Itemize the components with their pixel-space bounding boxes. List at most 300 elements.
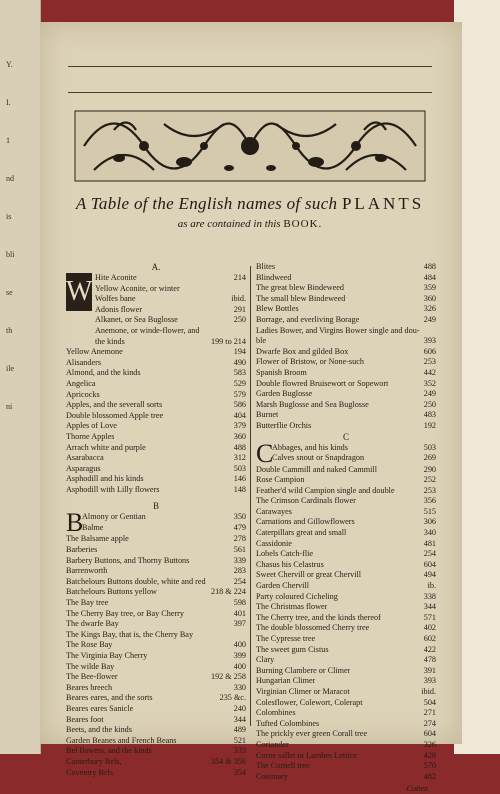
index-entry — [66, 474, 246, 485]
entry-label: Burning Clambere or Climer — [256, 665, 351, 675]
entry-page: 199 to 214 — [210, 336, 246, 346]
entry-label: Virginian Climer or Maracot — [256, 686, 350, 696]
index-entry — [66, 347, 246, 358]
index-entry — [66, 609, 246, 620]
page-title — [50, 194, 450, 214]
index-entry — [256, 357, 436, 368]
entry-page: 326 — [423, 739, 436, 749]
entry-page: 401 — [233, 608, 246, 618]
index-entry — [256, 421, 436, 432]
index-entry — [66, 587, 246, 598]
entry-page: 354 & 356 — [210, 756, 246, 766]
index-entry — [272, 443, 436, 454]
entry-page — [433, 326, 436, 337]
entry-page: 278 — [233, 534, 246, 544]
margin-fragment: bli — [6, 250, 15, 259]
entry-label: The sweet gum Cistus — [256, 644, 329, 654]
entry-page: 360 — [423, 293, 436, 303]
entry-label: The dwarfe Bay — [66, 619, 119, 629]
index-entry — [66, 640, 246, 651]
entry-label: Asarabacca — [66, 453, 104, 463]
entry-page: 570 — [423, 761, 436, 771]
entry-label: Thorne Apples — [66, 431, 115, 441]
index-entry — [66, 715, 246, 726]
entry-label: Double Cammill and naked Cammill — [256, 464, 377, 474]
entry-page: ibid. — [421, 686, 436, 696]
index-entry — [66, 693, 246, 704]
decorative-headpiece — [74, 110, 426, 182]
right-column — [256, 262, 436, 793]
entry-page: 218 & 224 — [210, 587, 246, 597]
index-entry — [256, 496, 436, 507]
entry-label: The small blew Bindeweed — [256, 293, 346, 303]
entry-label: Feather'd wild Campion single and double — [256, 485, 395, 495]
entry-label: Double blossomed Apple tree — [66, 410, 164, 420]
index-entry — [256, 676, 436, 687]
entry-label: Blites — [256, 262, 276, 271]
margin-fragment: ile — [6, 364, 14, 373]
left-column — [66, 262, 246, 778]
entry-label: Hite Aconite — [95, 273, 137, 282]
entry-page: 249 — [423, 389, 436, 399]
entry-page: 356 — [423, 496, 436, 506]
entry-page: 571 — [423, 612, 436, 622]
entry-label: The Virginia Bay Cherry — [66, 651, 148, 660]
index-entry — [256, 389, 436, 400]
entry-page: 254 — [233, 576, 246, 586]
entry-page: 393 — [423, 676, 436, 686]
entry-label: The Cornell tree — [256, 761, 310, 771]
entry-page: 359 — [423, 283, 436, 293]
entry-label: Beares breech — [66, 682, 113, 692]
index-entry — [66, 736, 246, 747]
column-divider — [250, 266, 251, 726]
entry-page: 604 — [423, 559, 436, 569]
entry-page: 192 — [423, 420, 436, 430]
entry-page: 488 — [233, 442, 246, 452]
entry-page: 503 — [233, 463, 246, 473]
index-entry — [256, 528, 436, 539]
entry-page: 504 — [423, 697, 436, 707]
entry-page: 404 — [233, 410, 246, 420]
entry-label: The Rose Bay — [66, 640, 113, 650]
index-entry — [256, 549, 436, 560]
title-caps: PLANTS — [341, 194, 425, 213]
index-entry — [256, 294, 436, 305]
entry-label: Coriander — [256, 739, 289, 749]
entry-label: Asparagus — [66, 463, 101, 473]
entry-label: Barrenworth — [66, 566, 108, 576]
entry-label: Abbages, and his kinds — [272, 442, 348, 452]
index-entry — [66, 683, 246, 694]
index-entry — [256, 666, 436, 677]
index-entry — [66, 432, 246, 443]
entry-page: 399 — [233, 651, 246, 660]
entry-label: Rose Campion — [256, 475, 305, 485]
entry-label: Apricocks — [66, 389, 100, 399]
index-entry — [256, 475, 436, 486]
index-entry — [256, 336, 436, 347]
entry-page — [243, 284, 246, 295]
subtitle-text: as are contained in this — [177, 218, 281, 230]
entry-label: Tufted Colombines — [256, 718, 320, 728]
index-entry — [66, 545, 246, 556]
margin-fragment: Y. — [6, 60, 13, 69]
index-entry — [256, 687, 436, 698]
entry-page: 422 — [423, 644, 436, 654]
entry-page: 360 — [233, 431, 246, 441]
entry-label: Party coloured Cicheling — [256, 591, 338, 601]
entry-label: Chasus his Celastrus — [256, 559, 324, 569]
entry-page: 146 — [233, 474, 246, 484]
entry-label: Beares foot — [66, 714, 104, 724]
entry-label: Costmary — [256, 771, 288, 781]
index-entry — [256, 613, 436, 624]
entry-page: 148 — [233, 484, 246, 494]
entry-label: Sweet Chervill or great Chervill — [256, 570, 362, 580]
index-entry — [66, 757, 246, 768]
rows-b — [66, 534, 246, 778]
index-entry — [95, 273, 246, 284]
index-entry — [66, 651, 246, 662]
index-entry — [95, 326, 246, 337]
entry-page: 235 &c. — [219, 693, 246, 703]
index-entry — [256, 507, 436, 518]
index-entry — [256, 347, 436, 358]
entry-label: Borrage, and everliving Borage — [256, 314, 360, 324]
entry-page: 521 — [233, 735, 246, 745]
entry-page: 397 — [233, 619, 246, 629]
entry-page: 352 — [423, 378, 436, 388]
entry-label: Lobels Catch-flie — [256, 549, 314, 559]
margin-fragment: is — [6, 212, 12, 221]
entry-page: 598 — [233, 598, 246, 608]
entry-page: 428 — [423, 750, 436, 760]
entry-label: The Bee-flower — [66, 672, 118, 682]
index-entry — [256, 772, 436, 783]
index-entry — [95, 284, 246, 295]
entry-label: Yellow Anemone — [66, 347, 123, 357]
entry-page — [243, 326, 246, 337]
index-entry — [66, 630, 246, 641]
index-entry — [256, 570, 436, 581]
entry-label: Arrach white and purple — [66, 442, 146, 452]
entry-label: Colesflower, Colewort, Colerapt — [256, 697, 363, 707]
subtitle-caps: BOOK. — [283, 218, 323, 230]
margin-fragment: nd — [6, 174, 14, 183]
index-entry — [256, 486, 436, 497]
entry-label: The Christmas flower — [256, 602, 328, 612]
index-entry — [256, 645, 436, 656]
margin-fragment: I. — [6, 98, 11, 107]
entry-label: Alisanders — [66, 357, 102, 367]
entry-page: 604 — [423, 729, 436, 739]
entry-page: 312 — [233, 453, 246, 463]
index-entry — [256, 698, 436, 709]
entry-label: Double flowred Bruisewort or Sopewort — [256, 378, 389, 388]
entry-page: 254 — [423, 549, 436, 559]
index-entry — [256, 581, 436, 592]
entry-page: 400 — [233, 640, 246, 650]
index-entry — [256, 465, 436, 476]
entry-page: 269 — [423, 453, 436, 463]
entry-label: Adonis flower — [95, 304, 143, 314]
entry-label: Blew Bottles — [256, 304, 299, 314]
entry-label: Apples of Love — [66, 421, 117, 431]
initial-block-c — [256, 438, 436, 468]
index-entry — [66, 577, 246, 588]
initial-block-a — [66, 273, 246, 347]
entry-page: 402 — [423, 623, 436, 633]
entry-page: 579 — [233, 389, 246, 399]
entry-label: Balme — [82, 523, 104, 533]
index-entry — [256, 410, 436, 421]
entry-label: Bel flowers, and the kinds — [66, 746, 152, 756]
entry-page: 561 — [233, 545, 246, 555]
index-entry — [272, 453, 436, 464]
entry-label: Garden Beanes and French Beans — [66, 735, 177, 745]
entry-page: 602 — [423, 634, 436, 643]
entry-page: 250 — [423, 399, 436, 409]
index-entry — [256, 761, 436, 772]
index-entry — [256, 729, 436, 740]
entry-label: Canterbury Bels, — [66, 756, 122, 766]
index-entry — [66, 464, 246, 475]
entry-label: Butterflie Orchis — [256, 420, 312, 430]
entry-label: The Cypresse tree — [256, 634, 316, 643]
entry-label: Beets, and the kinds — [66, 725, 132, 735]
index-entry — [256, 379, 436, 390]
decorated-initial: W — [66, 273, 92, 311]
index-entry — [256, 602, 436, 613]
index-entry — [66, 672, 246, 683]
entry-page: 192 & 258 — [210, 672, 246, 682]
entry-label: The double blossomed Cherry tree — [256, 623, 370, 633]
index-entry — [66, 390, 246, 401]
index-entry — [66, 566, 246, 577]
margin-fragment: ni — [6, 402, 13, 411]
index-entry — [256, 539, 436, 550]
entry-page: 400 — [233, 661, 246, 671]
entry-label: Garden Chervill — [256, 581, 309, 591]
entry-label: The Cherry tree, and the kinds thereof — [256, 612, 381, 622]
index-entry — [256, 368, 436, 379]
entry-label: Burnet — [256, 410, 279, 420]
initial-rows — [95, 273, 246, 347]
entry-label: Almony or Gentian — [82, 512, 146, 522]
entry-label: The Bay tree — [66, 598, 109, 608]
margin-fragment: 1 — [6, 136, 10, 145]
book-page — [40, 22, 462, 793]
entry-page: 340 — [423, 528, 436, 538]
entry-page: 350 — [233, 512, 246, 522]
entry-label: The great blew Bindeweed — [256, 283, 344, 293]
entry-page — [243, 630, 246, 641]
entry-page: 291 — [233, 304, 246, 314]
entry-label: The Balsame apple — [66, 534, 129, 544]
entry-page: 252 — [423, 475, 436, 485]
index-entry — [82, 523, 246, 534]
index-entry — [66, 746, 246, 757]
index-entry — [95, 337, 246, 348]
index-entry — [66, 768, 246, 779]
entry-label: ble — [256, 336, 267, 346]
entry-label: Coventry Bels — [66, 767, 114, 777]
entry-page: 515 — [423, 506, 436, 516]
entry-label: Carnations and Gillowflowers — [256, 517, 355, 527]
entry-page: ibid. — [231, 294, 246, 304]
entry-page: 344 — [233, 714, 246, 724]
entry-page: 479 — [233, 523, 246, 533]
index-entry — [256, 315, 436, 326]
entry-page: 484 — [423, 272, 436, 282]
entry-label: Beares eares Sanicle — [66, 703, 134, 713]
entry-page: 306 — [423, 517, 436, 527]
entry-page: 494 — [423, 570, 436, 580]
entry-label: Asphodill and his kinds — [66, 474, 144, 484]
index-entry — [256, 326, 436, 337]
index-entry — [66, 368, 246, 379]
entry-page: 250 — [233, 315, 246, 325]
index-entry — [256, 273, 436, 284]
entry-label: The Crimson Cardinals flower — [256, 496, 356, 506]
entry-page: 283 — [233, 566, 246, 576]
index-entry — [66, 725, 246, 736]
index-entry — [256, 400, 436, 411]
entry-page: 240 — [233, 703, 246, 713]
entry-label: The Kings Bay, that is, the Cherry Bay — [66, 629, 194, 639]
entry-page: 442 — [423, 367, 436, 377]
entry-label: Caterpillars great and small — [256, 528, 347, 538]
entry-page: 606 — [423, 346, 436, 356]
index-entry — [256, 283, 436, 294]
entry-label: Angelica — [66, 378, 96, 388]
entry-label: Garden Buglosse — [256, 389, 313, 399]
index-entry — [256, 262, 436, 273]
entry-label: Yellow Aconite, or winter — [95, 283, 180, 293]
entry-page: 490 — [233, 357, 246, 367]
entry-label: Ladies Bower, and Virgins Bower single and dou- — [256, 325, 420, 335]
entry-page: ib. — [427, 581, 436, 591]
entry-page: 478 — [423, 655, 436, 665]
entry-page: 583 — [233, 368, 246, 378]
index-entry — [66, 556, 246, 567]
rows-a — [66, 347, 246, 495]
index-entry — [256, 623, 436, 634]
index-entry — [95, 294, 246, 305]
index-entry — [82, 512, 246, 523]
index-entry — [95, 315, 246, 326]
entry-page: 503 — [423, 442, 436, 452]
index-entry — [256, 304, 436, 315]
entry-page: 339 — [233, 555, 246, 565]
index-entry — [256, 592, 436, 603]
entry-page: 338 — [423, 591, 436, 601]
entry-label: Blindweed — [256, 272, 292, 282]
entry-page: 330 — [233, 682, 246, 692]
entry-page: 489 — [233, 725, 246, 735]
index-entry — [256, 517, 436, 528]
index-entry — [256, 740, 436, 751]
index-entry — [66, 485, 246, 496]
index-entry — [256, 708, 436, 719]
entry-label: Batchelours Buttons double, white and red — [66, 576, 206, 586]
entry-label: Marsh Buglosse and Sea Buglosse — [256, 399, 369, 409]
top-rule-2 — [68, 92, 432, 93]
drop-c-rows — [272, 443, 436, 465]
entry-page: 253 — [423, 357, 436, 367]
section-letter-a: A. — [151, 262, 161, 272]
entry-label: Spanish Broom — [256, 367, 307, 377]
entry-label: Colombines — [256, 708, 296, 718]
entry-label: Batchelours Buttons yellow — [66, 587, 157, 597]
index-entry — [66, 358, 246, 369]
index-entry — [66, 400, 246, 411]
entry-page: 326 — [423, 304, 436, 314]
entry-label: Wolfes bane — [95, 294, 136, 304]
margin-fragment: th — [6, 326, 13, 335]
drop-cap-c: C — [256, 438, 274, 468]
entry-label: Carawayes — [256, 506, 292, 516]
entry-label: Cassidonie — [256, 538, 292, 548]
rows-top — [256, 262, 436, 432]
index-entry — [66, 443, 246, 454]
margin-fragment: se — [6, 288, 13, 297]
entry-page: 253 — [423, 485, 436, 495]
entry-label: Flower of Bristow, or None-such — [256, 357, 364, 367]
index-entry — [256, 751, 436, 762]
entry-label: Almond, and the kinds — [66, 368, 141, 378]
entry-page: 481 — [423, 538, 436, 548]
entry-page: 391 — [423, 665, 436, 675]
entry-label: Beares eares, and the sorts — [66, 693, 153, 703]
entry-label: Calves snout or Snapdragon — [272, 453, 365, 463]
left-page-edge — [0, 0, 41, 754]
entry-label: The prickly ever green Corall tree — [256, 729, 368, 739]
title-text: A Table of the English names of such — [75, 194, 338, 213]
catchword: Cotten — [406, 783, 428, 793]
entry-page: 393 — [423, 336, 436, 346]
initial-block-b — [66, 508, 246, 538]
rows-c — [256, 465, 436, 783]
index-entry — [66, 704, 246, 715]
drop-cap-b: B — [66, 508, 84, 538]
index-entry — [66, 421, 246, 432]
entry-label: Hungarian Climer — [256, 676, 316, 686]
section-letter-b: B — [152, 501, 159, 512]
index-entry — [66, 662, 246, 673]
index-entry — [256, 655, 436, 666]
index-entry — [95, 305, 246, 316]
entry-page: 482 — [423, 771, 436, 781]
entry-label: The wilde Bay — [66, 661, 115, 671]
index-entry — [256, 634, 436, 645]
index-entry — [66, 619, 246, 630]
entry-page: 344 — [423, 602, 436, 612]
index-entry — [256, 560, 436, 571]
entry-label: the kinds — [95, 336, 125, 346]
entry-label: The Cherry Bay tree, or Bay Cherry — [66, 608, 184, 618]
entry-page: 529 — [233, 378, 246, 388]
entry-page: 488 — [423, 262, 436, 271]
section-letter-c: C — [342, 431, 349, 442]
entry-label: Anemone, or winde-flower, and — [95, 325, 200, 335]
entry-page: 483 — [423, 410, 436, 420]
entry-page: 290 — [423, 464, 436, 474]
entry-page: 586 — [233, 400, 246, 410]
entry-label: Clary — [256, 655, 275, 665]
index-entry — [66, 379, 246, 390]
